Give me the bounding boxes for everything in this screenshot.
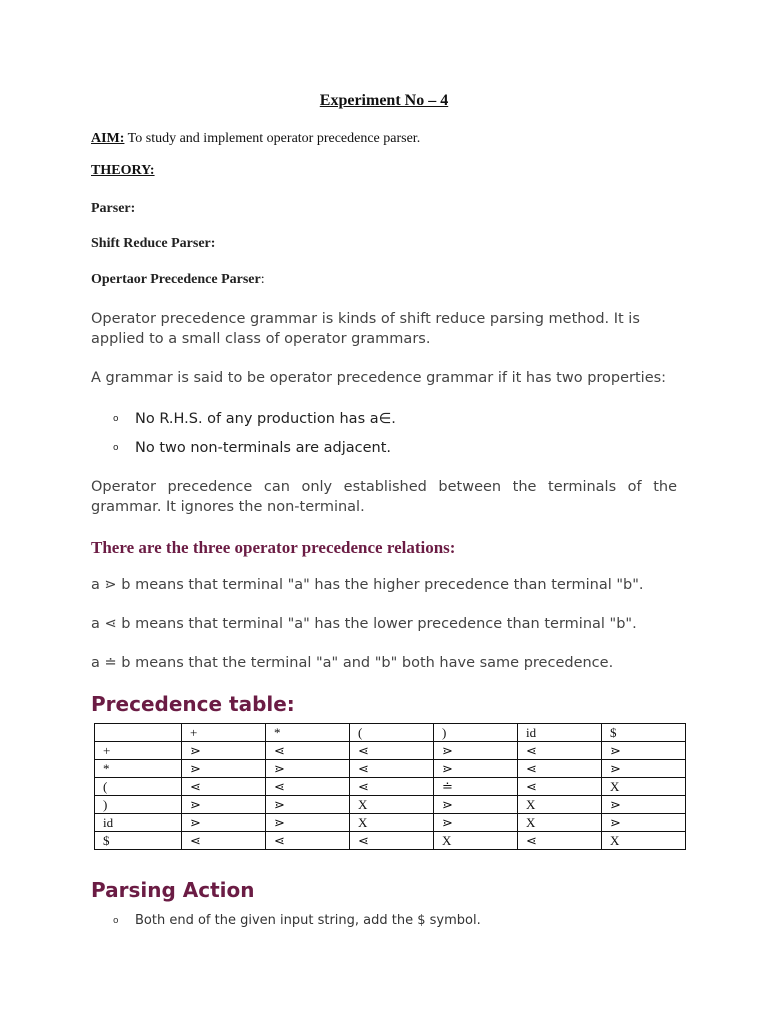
- aim-line: [91, 131, 420, 147]
- table-cell: *: [95, 760, 182, 778]
- operator-precedence-heading-text: Opertaor Precedence Parser: [91, 272, 261, 287]
- table-cell: ⋖: [518, 832, 602, 850]
- property-bullet-1: [113, 411, 396, 427]
- table-cell: ⋗: [266, 814, 350, 832]
- table-cell: ≐: [434, 778, 518, 796]
- table-cell: ⋗: [434, 796, 518, 814]
- aim-text: To study and implement operator precedence parser.: [124, 131, 421, 146]
- precedence-table: [94, 723, 686, 850]
- table-header-row: [95, 724, 686, 742]
- table-cell: ⋖: [266, 832, 350, 850]
- table-cell: *: [266, 724, 350, 742]
- table-cell: ⋗: [266, 760, 350, 778]
- table-cell: ⋗: [434, 814, 518, 832]
- table-cell: $: [95, 832, 182, 850]
- table-cell: id: [95, 814, 182, 832]
- table-cell: ⋗: [266, 796, 350, 814]
- table-row: [95, 796, 686, 814]
- relations-heading: There are the three operator precedence relations:: [91, 538, 456, 557]
- table-cell: X: [602, 778, 686, 796]
- bullet-marker: o: [113, 414, 119, 424]
- page-title: Experiment No – 4: [319, 92, 449, 109]
- table-cell: id: [518, 724, 602, 742]
- table-row: [95, 778, 686, 796]
- table-cell: ⋖: [182, 778, 266, 796]
- precedence-table-heading: Precedence table:: [91, 692, 295, 716]
- table-row: [95, 760, 686, 778]
- table-cell: ⋗: [182, 742, 266, 760]
- table-cell: X: [350, 796, 434, 814]
- table-cell: ⋗: [434, 742, 518, 760]
- aim-label: AIM:: [91, 131, 125, 146]
- relation-higher: a ⋗ b means that terminal "a" has the higher precedence than terminal "b".: [91, 577, 644, 593]
- table-cell: ⋖: [350, 778, 434, 796]
- table-cell: ): [95, 796, 182, 814]
- shift-reduce-heading: Shift Reduce Parser:: [91, 236, 216, 251]
- parser-heading: Parser:: [91, 201, 136, 216]
- table-cell: $: [602, 724, 686, 742]
- table-cell: X: [350, 814, 434, 832]
- table-cell: ⋖: [518, 778, 602, 796]
- table-cell: ⋖: [518, 742, 602, 760]
- relation-equal: a ≐ b means that the terminal "a" and "b" both have same precedence.: [91, 655, 614, 671]
- table-cell: X: [434, 832, 518, 850]
- theory-heading: THEORY:: [91, 163, 155, 178]
- parsing-action-heading: Parsing Action: [91, 878, 255, 902]
- relation-lower: a ⋖ b means that terminal "a" has the lower precedence than terminal "b".: [91, 616, 637, 632]
- table-cell: ⋗: [182, 760, 266, 778]
- table-cell: [95, 724, 182, 742]
- table-cell: ⋗: [602, 814, 686, 832]
- table-cell: X: [518, 796, 602, 814]
- operator-precedence-heading-colon: :: [260, 272, 265, 287]
- bullet-marker: o: [113, 915, 119, 926]
- operator-precedence-heading: [91, 272, 265, 288]
- table-row: [95, 832, 686, 850]
- table-cell: X: [518, 814, 602, 832]
- paragraph-terminals: Operator precedence can only established between the terminals of the grammar. It ignores the non-terminal.: [91, 479, 677, 515]
- table-cell: ⋖: [266, 742, 350, 760]
- table-cell: ⋖: [182, 832, 266, 850]
- table-cell: ⋖: [266, 778, 350, 796]
- table-cell: (: [350, 724, 434, 742]
- table-cell: ⋖: [350, 742, 434, 760]
- parsing-action-bullet-text: Both end of the given input string, add the $ symbol.: [135, 913, 481, 928]
- paragraph-definition: Operator precedence grammar is kinds of shift reduce parsing method. It is applied to a small class of operator grammars.: [91, 311, 640, 347]
- property-bullet-2: [113, 440, 391, 456]
- table-cell: ): [434, 724, 518, 742]
- table-row: [95, 814, 686, 832]
- table-cell: (: [95, 778, 182, 796]
- property-bullet-text: No R.H.S. of any production has a∈.: [135, 411, 396, 427]
- table-cell: ⋖: [350, 832, 434, 850]
- table-cell: +: [182, 724, 266, 742]
- table-row: [95, 742, 686, 760]
- paragraph-properties-intro: A grammar is said to be operator precedence grammar if it has two properties:: [91, 370, 667, 386]
- bullet-marker: o: [113, 443, 119, 453]
- table-cell: ⋗: [434, 760, 518, 778]
- table-cell: +: [95, 742, 182, 760]
- parsing-action-bullet: [113, 913, 481, 928]
- table-cell: ⋖: [350, 760, 434, 778]
- table-cell: ⋗: [182, 796, 266, 814]
- property-bullet-text: No two non-terminals are adjacent.: [135, 440, 392, 456]
- table-cell: ⋗: [182, 814, 266, 832]
- table-cell: ⋖: [518, 760, 602, 778]
- table-cell: ⋗: [602, 796, 686, 814]
- table-cell: ⋗: [602, 760, 686, 778]
- table-cell: ⋗: [602, 742, 686, 760]
- table-cell: X: [602, 832, 686, 850]
